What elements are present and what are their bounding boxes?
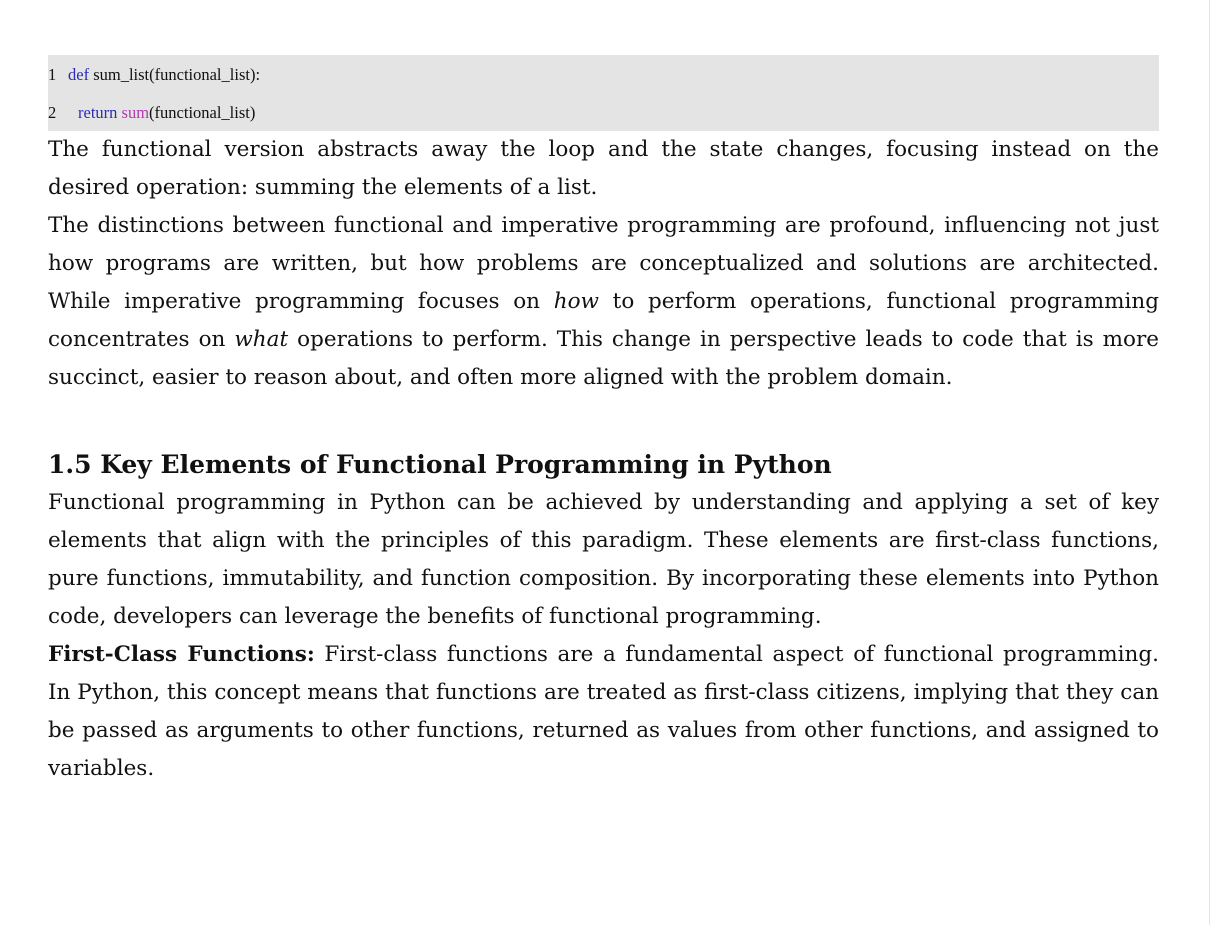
term-label: First-Class Functions:	[48, 642, 315, 667]
emphasis-text: what	[234, 327, 289, 352]
paragraph-text: The distinctions between functional and imperative programming are profound, influencing not just how programs are written, but how problems are conceptualized and solutions are architected. While imperative programming focuses on	[48, 213, 1159, 314]
paragraph-text: operations to perform. This change in perspective leads to code that is more succinct, easier to reason about, and often more aligned with the problem domain.	[48, 327, 1159, 390]
paragraph: The functional version abstracts away the loop and the state changes, focusing instead on the desired operation: summing the elements of a list.	[48, 137, 1159, 200]
paragraph	[48, 636, 1159, 788]
paragraph-text: to perform operations, functional programming concentrates on	[48, 289, 1159, 352]
line-number: 2	[48, 103, 57, 122]
line-number: 1	[48, 65, 57, 84]
code-line-2	[48, 102, 1159, 140]
code-text: (functional_list)	[149, 103, 256, 122]
paragraph	[48, 207, 1159, 397]
paragraph: Functional programming in Python can be achieved by understanding and applying a set of key elements that align with the principles of this paradigm. These elements are first-class functions, pure functions, immutability, and function composition. By incorporating these elements into Python code, developers can leverage the benefits of functional programming.	[48, 490, 1159, 629]
code-line-1	[48, 64, 1159, 102]
code-text: sum_list(functional_list):	[89, 65, 261, 84]
document-body	[48, 55, 1159, 788]
code-keyword: def	[68, 65, 90, 84]
emphasis-text: how	[553, 289, 599, 314]
code-builtin: sum	[121, 103, 150, 122]
paragraph-text: First-class functions are a fundamental aspect of functional programming. In Python, this concept means that functions are treated as first-class citizens, implying that they can be passed as arguments to other functions, returned as values from other functions, and assigned to variables.	[48, 642, 1159, 781]
section-heading: 1.5 Key Elements of Functional Programming in Python	[48, 450, 832, 479]
code-keyword: return	[78, 103, 118, 122]
code-block	[48, 55, 1159, 131]
